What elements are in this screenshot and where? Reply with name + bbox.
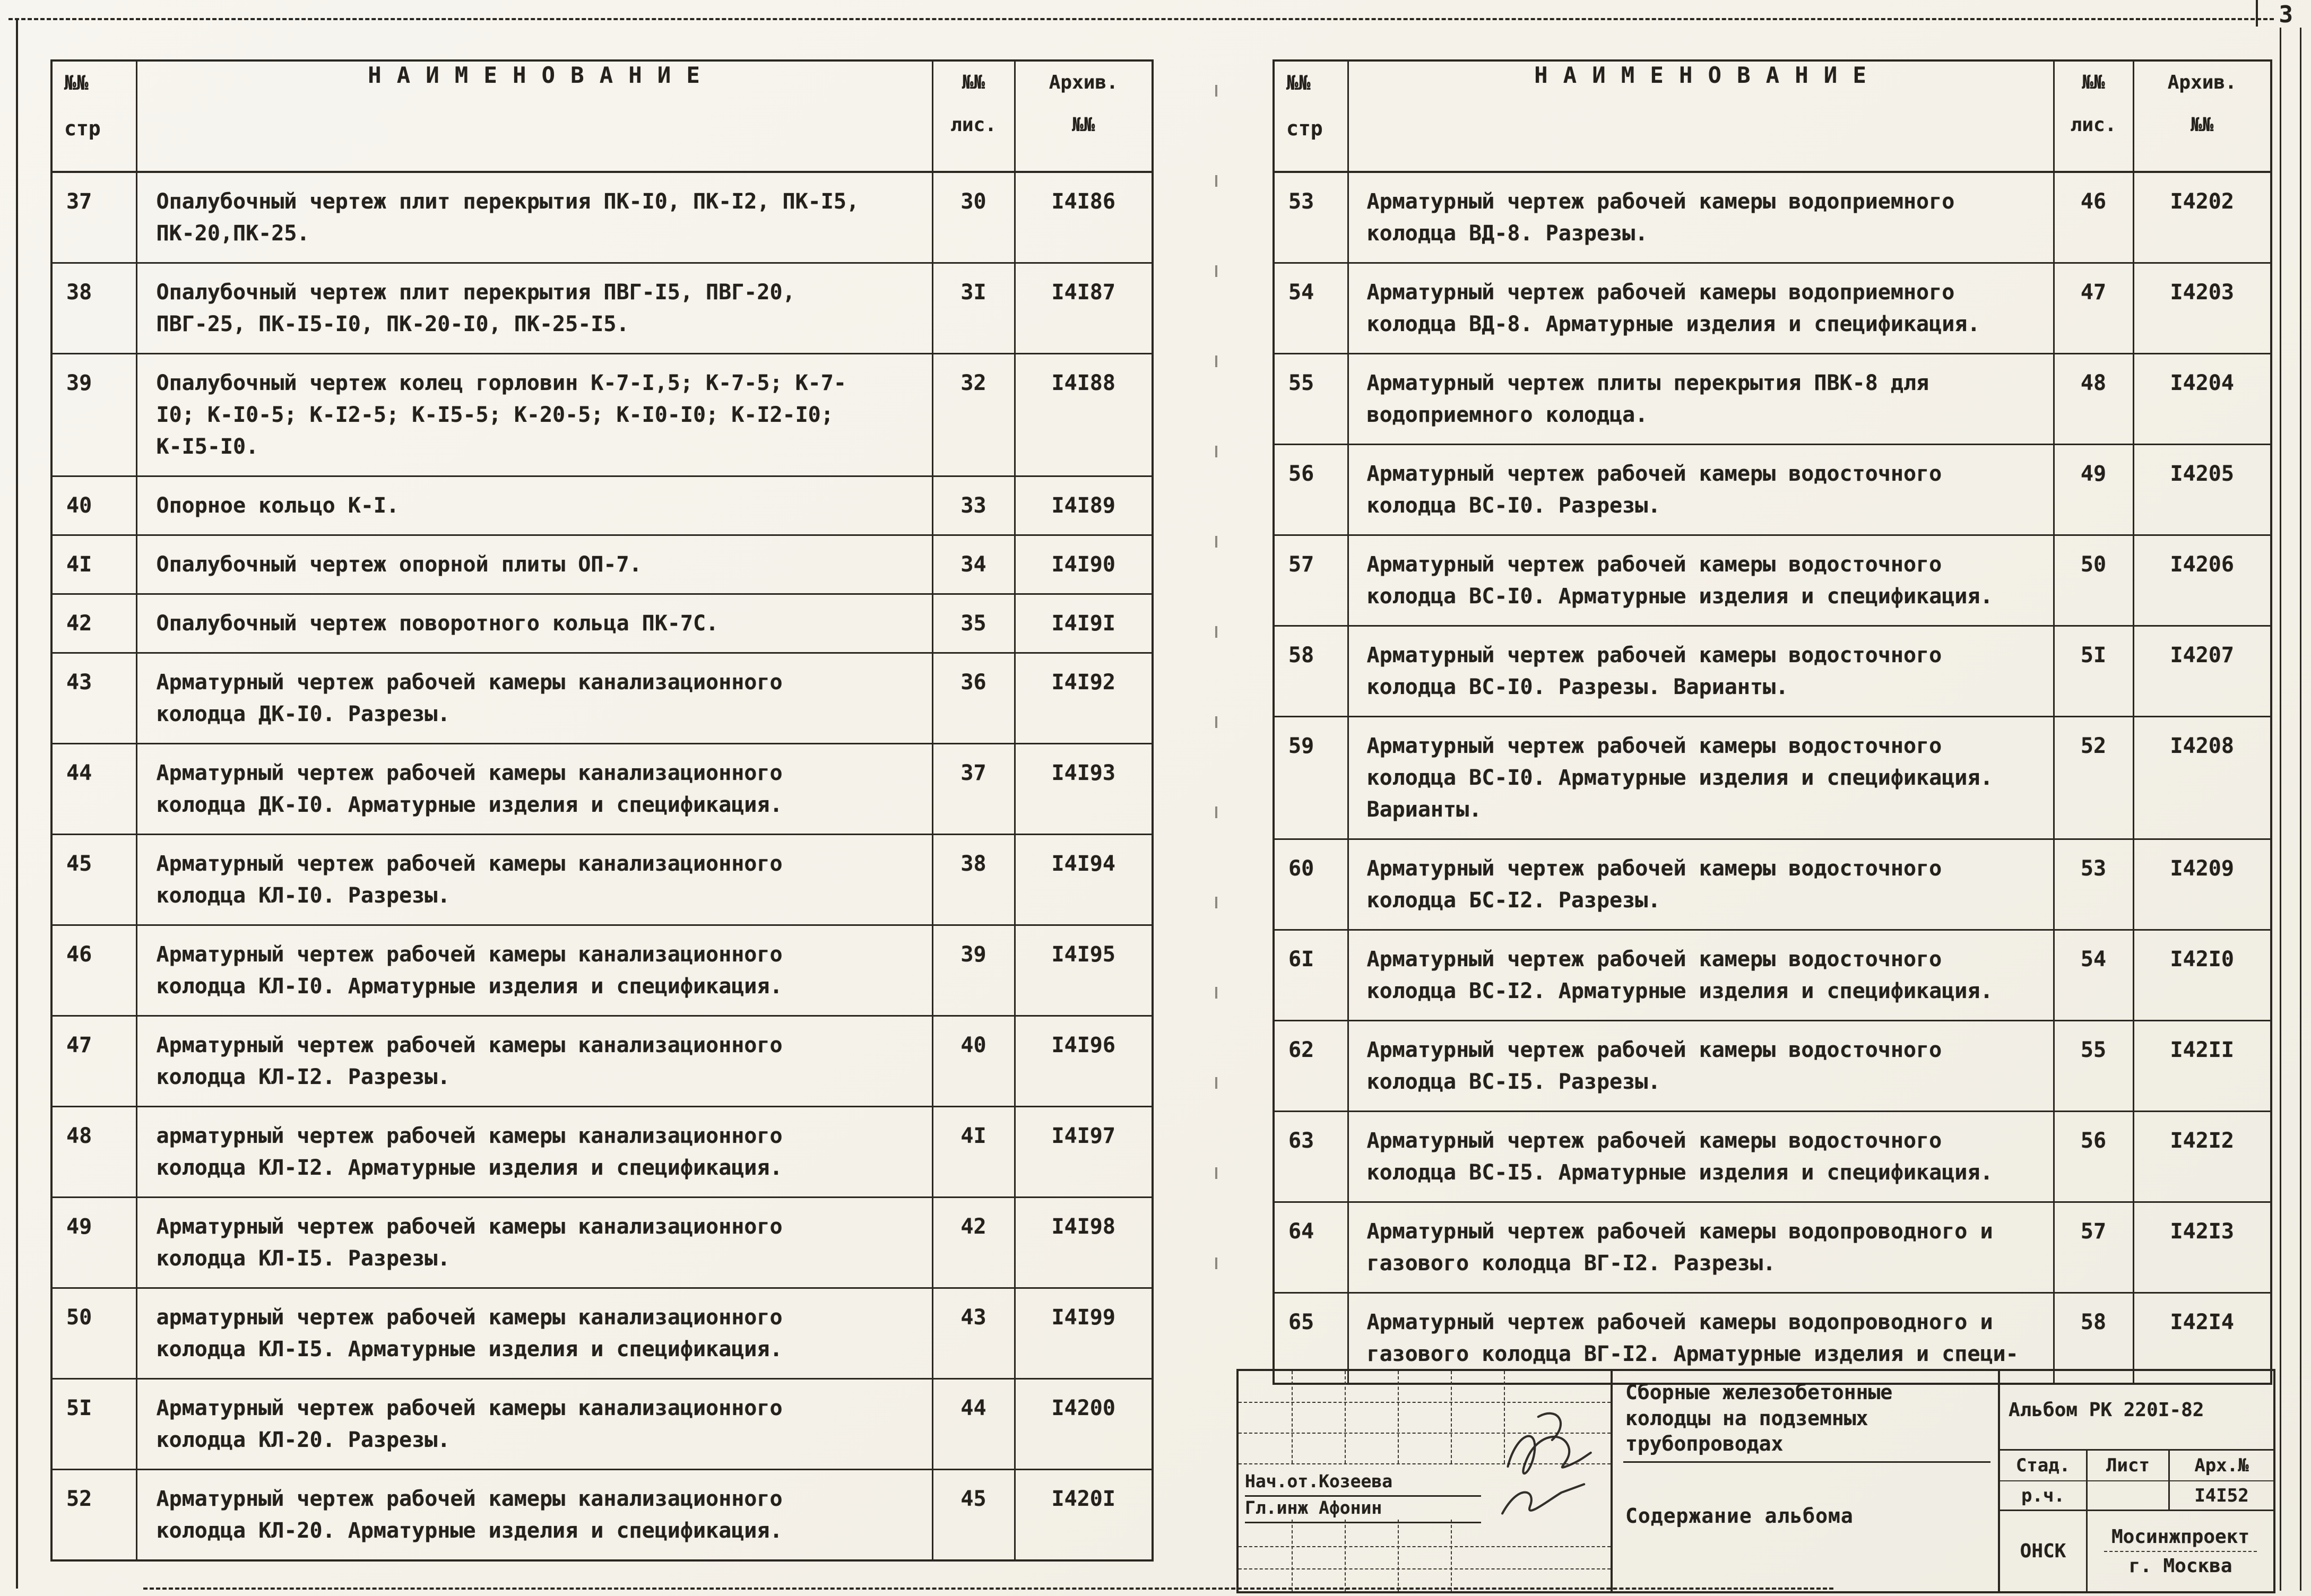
row-sheet-number: 58	[2054, 1293, 2133, 1384]
row-archive-number: I4208	[2133, 717, 2271, 839]
table-row	[1274, 930, 2271, 1021]
row-page-number: 48	[51, 1107, 136, 1198]
row-title: Арматурный чертеж рабочей камеры канализационного колодца КЛ-I0. Разрезы.	[136, 835, 932, 925]
row-archive-number: I4205	[2133, 445, 2271, 535]
row-title: Арматурный чертеж рабочей камеры канализационного колодца КЛ-I0. Арматурные изделия и спецификация.	[136, 925, 932, 1016]
grid-line	[1292, 1520, 1293, 1591]
row-page-number: 49	[51, 1198, 136, 1288]
row-archive-number: I4209	[2133, 839, 2271, 930]
title-underline	[1623, 1461, 1990, 1463]
row-page-number: 53	[1274, 172, 1348, 263]
page-frame-right-outer	[2300, 28, 2301, 1591]
header-archive-line1: Архив.	[1049, 72, 1118, 93]
row-title: Арматурный чертеж рабочей камеры водосточного колодца ВС-I0. Арматурные изделия и спецификация. Варианты.	[1348, 717, 2054, 839]
table-row	[1274, 839, 2271, 930]
header-archive-line2: №№	[1072, 114, 1095, 136]
stage-label: Стад.	[2000, 1451, 2088, 1481]
sheet-content-label: Содержание альбома	[1625, 1504, 1854, 1528]
header-page-line1: №№	[1286, 71, 1311, 94]
row-sheet-number: 55	[2054, 1021, 2133, 1112]
row-sheet-number: 50	[2054, 535, 2133, 626]
row-page-number: 45	[51, 835, 136, 925]
row-title: Арматурный чертеж рабочей камеры водосточного колодца ВС-I5. Арматурные изделия и спецификация.	[1348, 1112, 2054, 1202]
row-sheet-number: 43	[932, 1288, 1015, 1379]
row-archive-number: I4I99	[1015, 1288, 1153, 1379]
row-archive-number: I42I4	[2133, 1293, 2271, 1384]
grid-line	[1345, 1371, 1346, 1463]
table-row	[51, 354, 1153, 476]
table-row	[51, 535, 1153, 594]
row-title: Арматурный чертеж плиты перекрытия ПВК-8 для водоприемного колодца.	[1348, 354, 2054, 445]
table-row	[51, 263, 1153, 354]
header-archive-col	[2133, 60, 2271, 172]
archive-value: I4I52	[2170, 1481, 2273, 1511]
title-block	[1236, 1369, 2275, 1593]
row-sheet-number: 32	[932, 354, 1015, 476]
row-page-number: 37	[51, 172, 136, 263]
row-sheet-number: 39	[932, 925, 1015, 1016]
header-sheet-line2: лис.	[2070, 114, 2117, 136]
row-title: Арматурный чертеж рабочей камеры канализационного колодца ДК-I0. Разрезы.	[136, 653, 932, 744]
table-row	[51, 172, 1153, 263]
row-title: Арматурный чертеж рабочей камеры водосточного колодца ВС-I0. Арматурные изделия и спецификация.	[1348, 535, 2054, 626]
project-title-line1: Сборные железобетонные	[1625, 1381, 1893, 1404]
row-archive-number: I4I88	[1015, 354, 1153, 476]
grid-line	[1398, 1371, 1399, 1463]
row-title: арматурный чертеж рабочей камеры канализационного колодца КЛ-I2. Арматурные изделия и спецификация.	[136, 1107, 932, 1198]
title-block-signatures-grid	[1239, 1371, 1613, 1591]
row-title: Арматурный чертеж рабочей камеры водопроводного и газового колодца ВГ-I2. Арматурные изделия и специ-	[1348, 1293, 2054, 1384]
row-sheet-number: 52	[2054, 717, 2133, 839]
row-page-number: 5I	[51, 1379, 136, 1470]
row-sheet-number: 47	[2054, 263, 2133, 354]
row-sheet-number: 38	[932, 835, 1015, 925]
row-page-number: 52	[51, 1470, 136, 1561]
grid-line	[1239, 1568, 1611, 1569]
row-sheet-number: 40	[932, 1016, 1015, 1107]
row-sheet-number: 37	[932, 744, 1015, 835]
row-archive-number: I4I87	[1015, 263, 1153, 354]
row-archive-number: I4200	[1015, 1379, 1153, 1470]
row-archive-number: I4203	[2133, 263, 2271, 354]
grid-line	[1451, 1520, 1452, 1591]
table-row	[51, 476, 1153, 535]
org-city: г. Москва	[2128, 1555, 2232, 1577]
header-name-col: Н А И М Е Н О В А Н И Е	[1348, 60, 2054, 172]
signer-role-chief-dept: Нач.от.Козеева	[1245, 1467, 1481, 1497]
row-page-number: 63	[1274, 1112, 1348, 1202]
row-page-number: 6I	[1274, 930, 1348, 1021]
row-page-number: 40	[51, 476, 136, 535]
table-row	[1274, 626, 2271, 717]
row-title: Опалубочный чертеж опорной плиты ОП-7.	[136, 535, 932, 594]
row-page-number: 54	[1274, 263, 1348, 354]
header-archive-col	[1015, 60, 1153, 172]
row-title: Арматурный чертеж рабочей камеры канализационного колодца ДК-I0. Арматурные изделия и спецификация.	[136, 744, 932, 835]
header-sheet-line2: лис.	[950, 114, 997, 136]
row-sheet-number: 3I	[932, 263, 1015, 354]
page-number-tick	[2256, 0, 2258, 27]
row-archive-number: I4I90	[1015, 535, 1153, 594]
row-page-number: 65	[1274, 1293, 1348, 1384]
table-row	[51, 835, 1153, 925]
row-sheet-number: 34	[932, 535, 1015, 594]
header-archive-line1: Архив.	[2167, 72, 2237, 93]
row-sheet-number: 49	[2054, 445, 2133, 535]
row-title: Арматурный чертеж рабочей камеры канализационного колодца КЛ-I2. Разрезы.	[136, 1016, 932, 1107]
sheet-label: Лист	[2088, 1451, 2170, 1481]
grid-line	[1345, 1520, 1346, 1591]
archive-label: Арх.№	[2170, 1451, 2273, 1481]
row-sheet-number: 56	[2054, 1112, 2133, 1202]
handwritten-signature	[1477, 1400, 1605, 1533]
title-block-project-title	[1613, 1371, 2000, 1591]
row-title: Опалубочный чертеж колец горловин К-7-I,5; К-7-5; К-7-I0; К-I0-5; К-I2-5; К-I5-5; К-20-5; К-I0-I0; К-I2-I0; К-I5-I0.	[136, 354, 932, 476]
toc-table-left	[50, 59, 1154, 1562]
table-row	[51, 1107, 1153, 1198]
row-title: Арматурный чертеж рабочей камеры водоприемного колодца ВД-8. Арматурные изделия и спецификация.	[1348, 263, 2054, 354]
table-row	[51, 1016, 1153, 1107]
table-row	[51, 1198, 1153, 1288]
row-archive-number: I42I3	[2133, 1202, 2271, 1293]
row-title: Опорное кольцо К-I.	[136, 476, 932, 535]
table-row	[1274, 1112, 2271, 1202]
row-archive-number: I4I89	[1015, 476, 1153, 535]
row-archive-number: I4I94	[1015, 835, 1153, 925]
row-title: Опалубочный чертеж плит перекрытия ПК-I0, ПК-I2, ПК-I5, ПК-20,ПК-25.	[136, 172, 932, 263]
row-sheet-number: 4I	[932, 1107, 1015, 1198]
row-archive-number: I4204	[2133, 354, 2271, 445]
row-page-number: 55	[1274, 354, 1348, 445]
row-sheet-number: 54	[2054, 930, 2133, 1021]
row-archive-number: I42I0	[2133, 930, 2271, 1021]
grid-line	[1239, 1546, 1611, 1547]
title-block-stamp	[2000, 1371, 2273, 1591]
row-archive-number: I4I96	[1015, 1016, 1153, 1107]
grid-line	[1292, 1371, 1293, 1463]
row-title: Арматурный чертеж рабочей камеры водосточного колодца БС-I2. Разрезы.	[1348, 839, 2054, 930]
row-archive-number: I4I98	[1015, 1198, 1153, 1288]
row-archive-number: I420I	[1015, 1470, 1153, 1561]
row-page-number: 64	[1274, 1202, 1348, 1293]
row-page-number: 47	[51, 1016, 136, 1107]
project-title-line3: трубопроводах	[1625, 1432, 1784, 1456]
row-title: Арматурный чертеж рабочей камеры канализационного колодца КЛ-20. Разрезы.	[136, 1379, 932, 1470]
table-header-row	[51, 60, 1153, 172]
row-sheet-number: 30	[932, 172, 1015, 263]
row-title: Арматурный чертеж рабочей камеры канализационного колодца КЛ-20. Арматурные изделия и спецификация.	[136, 1470, 932, 1561]
row-archive-number: I4206	[2133, 535, 2271, 626]
table-row	[1274, 445, 2271, 535]
table-row	[51, 1379, 1153, 1470]
stage-value: р.ч.	[2000, 1481, 2088, 1511]
row-page-number: 58	[1274, 626, 1348, 717]
toc-table-right	[1273, 59, 2272, 1385]
table-row	[1274, 354, 2271, 445]
header-page-col	[51, 60, 136, 172]
row-page-number: 46	[51, 925, 136, 1016]
header-archive-line2: №№	[2191, 114, 2214, 136]
table-header-row	[1274, 60, 2271, 172]
row-archive-number: I4202	[2133, 172, 2271, 263]
row-page-number: 60	[1274, 839, 1348, 930]
header-sheet-line1: №№	[2082, 72, 2105, 93]
table-row	[51, 1288, 1153, 1379]
row-archive-number: I42I2	[2133, 1112, 2271, 1202]
row-sheet-number: 35	[932, 594, 1015, 653]
row-title: Арматурный чертеж рабочей камеры водосточного колодца ВС-I2. Арматурные изделия и спецификация.	[1348, 930, 2054, 1021]
header-page-line2: стр	[64, 116, 101, 140]
organization	[2088, 1511, 2273, 1591]
page-frame-right-inner	[2280, 28, 2281, 1591]
row-page-number: 39	[51, 354, 136, 476]
row-page-number: 43	[51, 653, 136, 744]
row-page-number: 62	[1274, 1021, 1348, 1112]
row-archive-number: I4I95	[1015, 925, 1153, 1016]
scan-artifact-dashes	[1215, 85, 1217, 1337]
sheet-value	[2088, 1481, 2170, 1511]
row-page-number: 59	[1274, 717, 1348, 839]
row-archive-number: I4I93	[1015, 744, 1153, 835]
row-sheet-number: 44	[932, 1379, 1015, 1470]
table-row	[51, 744, 1153, 835]
row-archive-number: I4I92	[1015, 653, 1153, 744]
row-page-number: 50	[51, 1288, 136, 1379]
header-page-line2: стр	[1286, 116, 1323, 140]
row-title: Арматурный чертеж рабочей камеры водопроводного и газового колодца ВГ-I2. Разрезы.	[1348, 1202, 2054, 1293]
row-sheet-number: 5I	[2054, 626, 2133, 717]
table-row	[51, 653, 1153, 744]
row-sheet-number: 45	[932, 1470, 1015, 1561]
row-title: арматурный чертеж рабочей камеры канализационного колодца КЛ-I5. Арматурные изделия и спецификация.	[136, 1288, 932, 1379]
album-number: Альбом РК 220I-82	[2000, 1371, 2273, 1451]
table-row	[51, 1470, 1153, 1561]
signer-role-chief-engineer: Гл.инж Афонин	[1245, 1493, 1481, 1523]
table-row	[1274, 172, 2271, 263]
row-archive-number: I4I97	[1015, 1107, 1153, 1198]
grid-line	[1398, 1520, 1399, 1591]
row-page-number: 44	[51, 744, 136, 835]
project-title-line2: колодцы на подземных	[1625, 1406, 1868, 1430]
row-archive-number: I42II	[2133, 1021, 2271, 1112]
row-sheet-number: 53	[2054, 839, 2133, 930]
table-row	[1274, 1021, 2271, 1112]
row-archive-number: I4I9I	[1015, 594, 1153, 653]
table-row	[1274, 535, 2271, 626]
grid-line	[1451, 1371, 1452, 1463]
row-sheet-number: 57	[2054, 1202, 2133, 1293]
row-page-number: 38	[51, 263, 136, 354]
table-row	[1274, 263, 2271, 354]
table-row	[51, 925, 1153, 1016]
header-page-line1: №№	[64, 71, 89, 94]
row-archive-number: I4207	[2133, 626, 2271, 717]
header-name-col: Н А И М Е Н О В А Н И Е	[136, 60, 932, 172]
header-sheet-col	[932, 60, 1015, 172]
row-sheet-number: 48	[2054, 354, 2133, 445]
org-code: ОНСК	[2000, 1511, 2088, 1591]
row-title: Арматурный чертеж рабочей камеры водосточного колодца ВС-I5. Разрезы.	[1348, 1021, 2054, 1112]
row-page-number: 57	[1274, 535, 1348, 626]
row-page-number: 56	[1274, 445, 1348, 535]
row-sheet-number: 42	[932, 1198, 1015, 1288]
row-title: Арматурный чертеж рабочей камеры водосточного колодца ВС-I0. Разрезы. Варианты.	[1348, 626, 2054, 717]
page-number: 3	[2279, 1, 2293, 28]
table-row	[1274, 717, 2271, 839]
row-title: Арматурный чертеж рабочей камеры водоприемного колодца ВД-8. Разрезы.	[1348, 172, 2054, 263]
row-sheet-number: 46	[2054, 172, 2133, 263]
header-sheet-col	[2054, 60, 2133, 172]
row-archive-number: I4I86	[1015, 172, 1153, 263]
org-name: Мосинжпроект	[2104, 1526, 2257, 1552]
row-title: Опалубочный чертеж поворотного кольца ПК-7С.	[136, 594, 932, 653]
table-row	[51, 594, 1153, 653]
header-sheet-line1: №№	[962, 72, 985, 93]
table-row	[1274, 1202, 2271, 1293]
row-page-number: 42	[51, 594, 136, 653]
header-page-col	[1274, 60, 1348, 172]
page-frame-left	[16, 18, 18, 1589]
page-frame-top	[8, 18, 2274, 20]
row-page-number: 4I	[51, 535, 136, 594]
row-title: Арматурный чертеж рабочей камеры канализационного колодца КЛ-I5. Разрезы.	[136, 1198, 932, 1288]
row-title: Арматурный чертеж рабочей камеры водосточного колодца ВС-I0. Разрезы.	[1348, 445, 2054, 535]
row-title: Опалубочный чертеж плит перекрытия ПВГ-I5, ПВГ-20, ПВГ-25, ПК-I5-I0, ПК-20-I0, ПК-25-I5.	[136, 263, 932, 354]
row-sheet-number: 36	[932, 653, 1015, 744]
row-sheet-number: 33	[932, 476, 1015, 535]
